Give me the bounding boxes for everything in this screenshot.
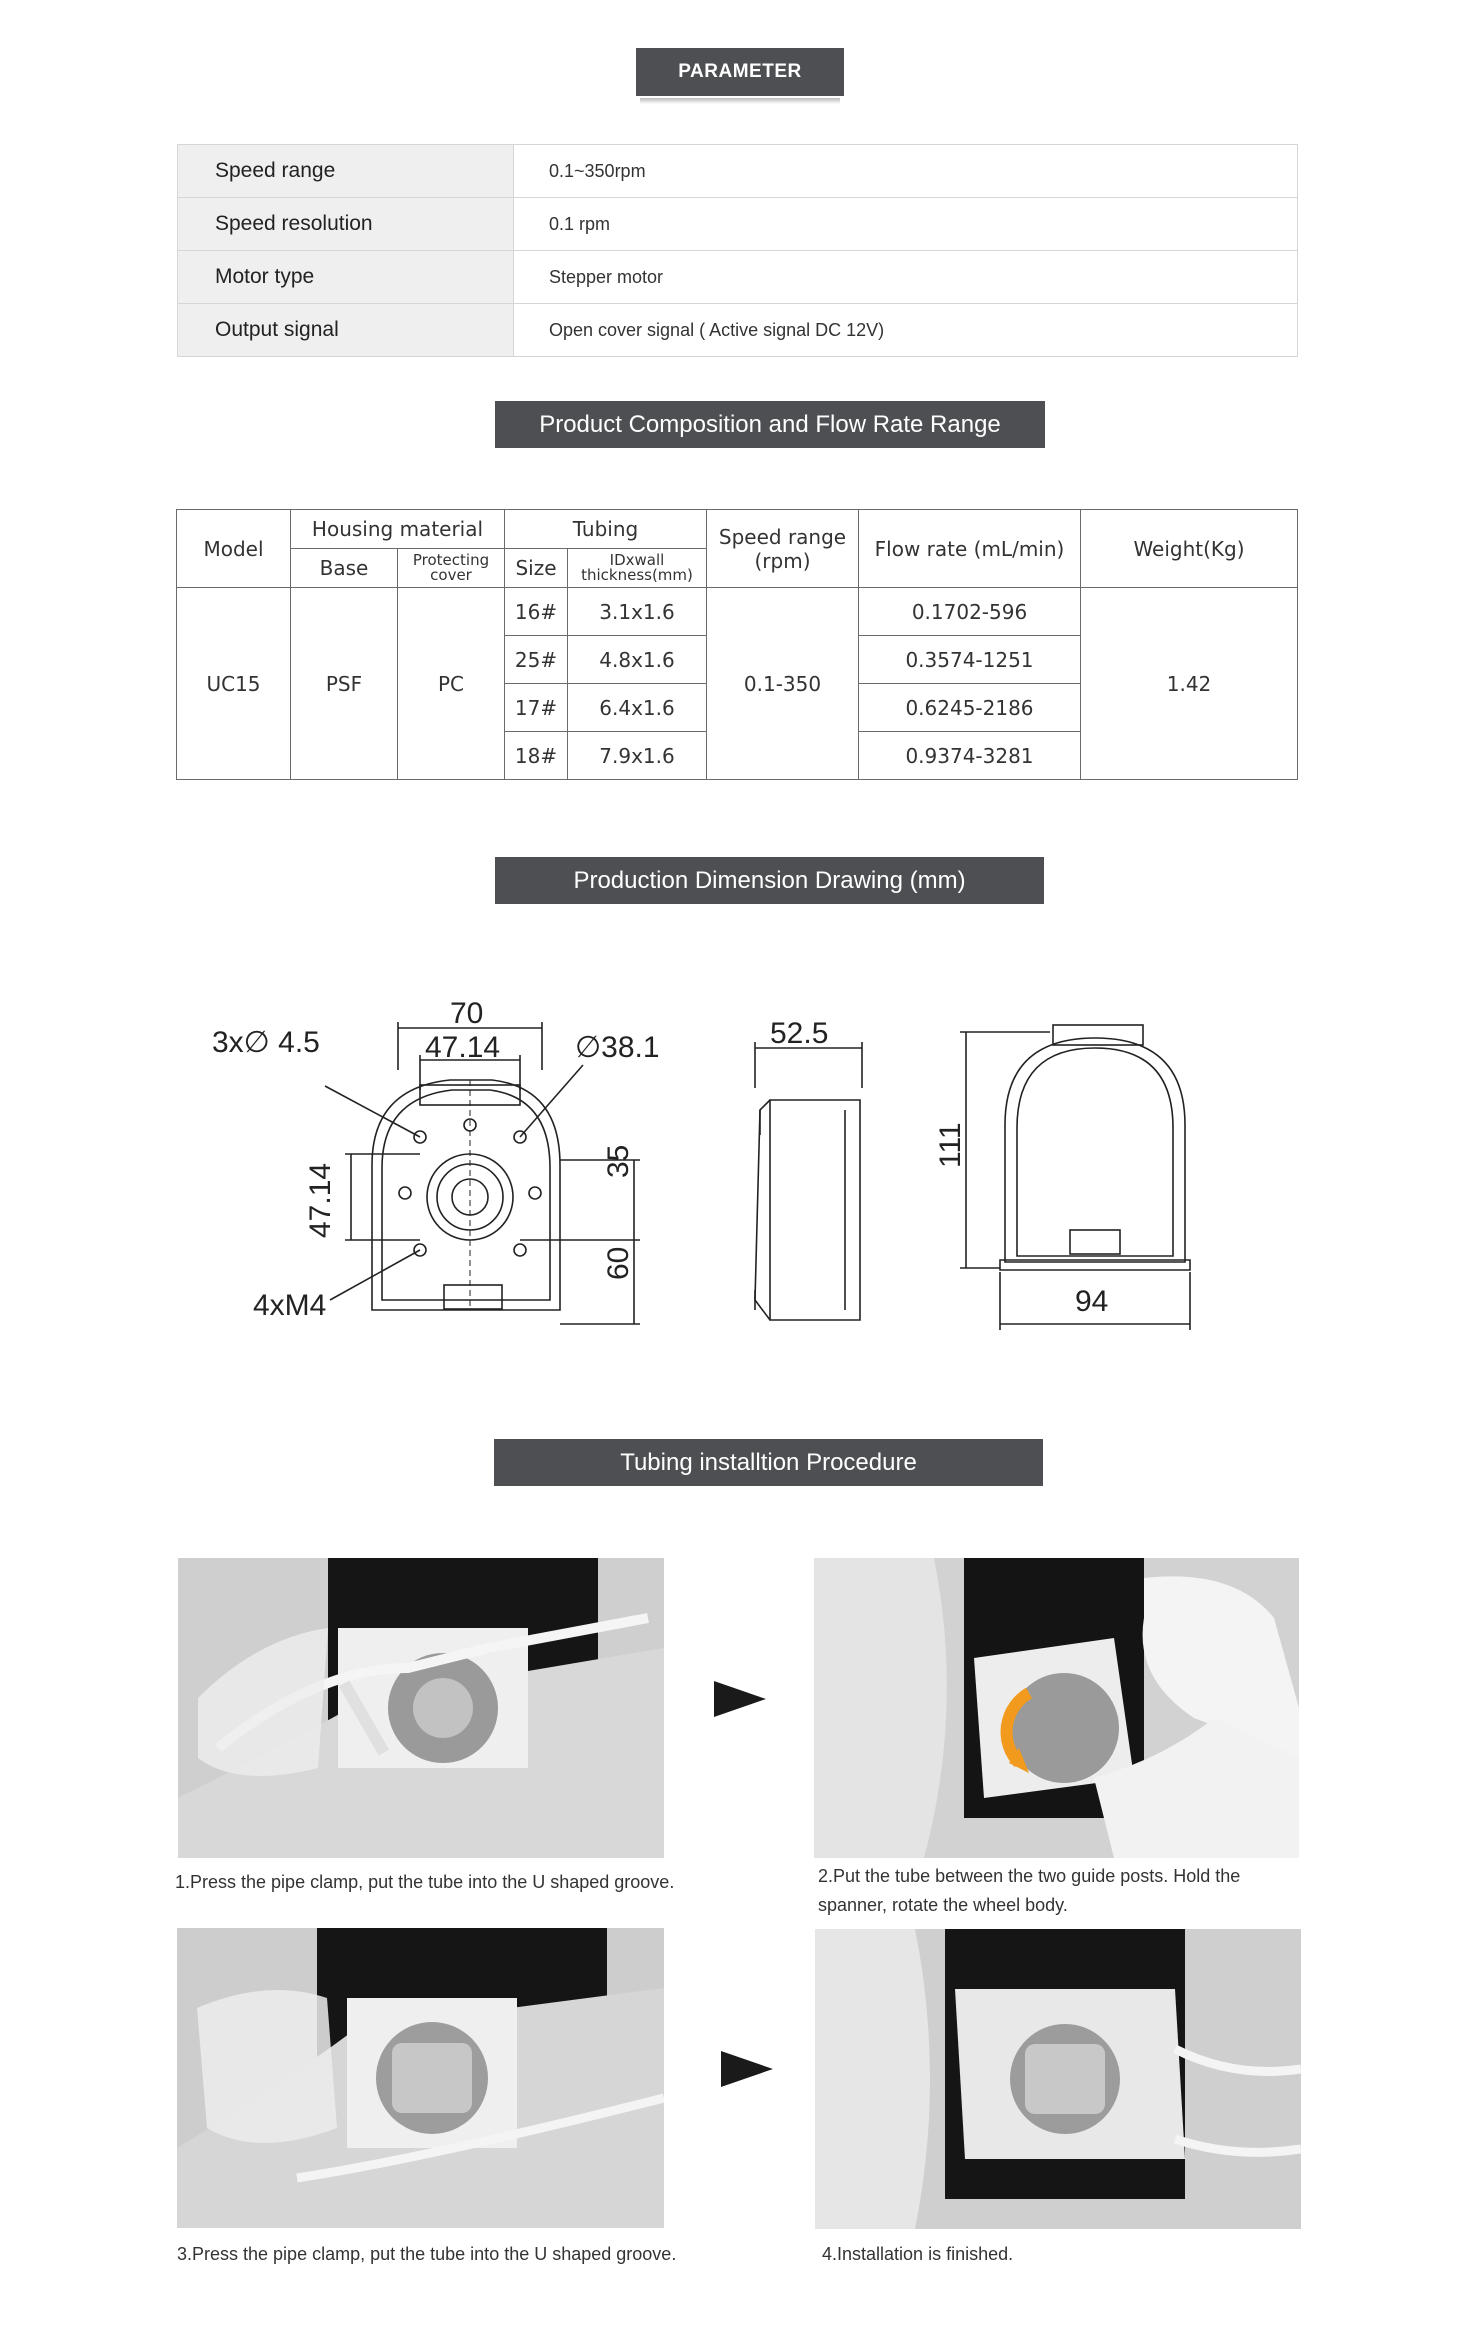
next-arrow-icon xyxy=(714,1681,766,1717)
header-size: Size xyxy=(505,549,568,588)
header-base: Base xyxy=(291,549,398,588)
param-key: Motor type xyxy=(178,251,514,304)
cell-size: 18# xyxy=(505,732,568,780)
label-h35: 35 xyxy=(602,1144,635,1178)
cell-speed: 0.1-350 xyxy=(707,588,859,780)
table-row xyxy=(178,198,1298,251)
header-speed-line2: (rpm) xyxy=(754,548,811,573)
step-1-caption: 1.Press the pipe clamp, put the tube into the U shaped groove. xyxy=(175,1872,675,1892)
cell-idw: 6.4x1.6 xyxy=(568,684,707,732)
label-w70: 70 xyxy=(450,997,484,1030)
cell-flow: 0.6245-2186 xyxy=(859,684,1081,732)
step-2-caption: 2.Put the tube between the two guide posts. Hold the spanner, rotate the wheel body. xyxy=(818,1866,1241,1915)
label-h60: 60 xyxy=(602,1246,635,1280)
parameter-table xyxy=(177,144,1298,357)
next-arrow-icon xyxy=(721,2051,773,2087)
step-1-photo xyxy=(178,1558,664,1858)
header-speed xyxy=(707,510,859,588)
table-row xyxy=(178,145,1298,198)
cell-flow: 0.9374-3281 xyxy=(859,732,1081,780)
label-h111: 111 xyxy=(934,1122,967,1168)
step-3-caption: 3.Press the pipe clamp, put the tube into the U shaped groove. xyxy=(177,2244,677,2264)
param-value: 0.1 rpm xyxy=(514,198,1298,251)
label-m4: 4xM4 xyxy=(253,1289,327,1322)
cell-idw: 4.8x1.6 xyxy=(568,636,707,684)
header-cover-line1: Protecting xyxy=(412,551,490,569)
table-row xyxy=(178,251,1298,304)
dimension-drawing xyxy=(0,960,1484,1340)
banner-shadow xyxy=(640,98,840,104)
param-key: Output signal xyxy=(178,304,514,357)
header-idw xyxy=(568,549,707,588)
step-4-photo xyxy=(815,1929,1301,2229)
label-h4714: 47.14 xyxy=(304,1162,337,1238)
cell-idw: 7.9x1.6 xyxy=(568,732,707,780)
cell-size: 17# xyxy=(505,684,568,732)
composition-heading: Product Composition and Flow Rate Range xyxy=(495,401,1045,448)
label-w4714: 47.14 xyxy=(425,1031,501,1064)
header-speed-line1: Speed range xyxy=(718,524,847,549)
parameter-heading: PARAMETER xyxy=(636,48,844,96)
param-key: Speed range xyxy=(178,145,514,198)
step-4-caption: 4.Installation is finished. xyxy=(822,2244,1014,2264)
header-model: Model xyxy=(177,510,291,588)
dimension-heading: Production Dimension Drawing (mm) xyxy=(495,857,1044,904)
header-weight: Weight(Kg) xyxy=(1081,510,1298,588)
cell-cover: PC xyxy=(398,588,505,780)
procedure-heading: Tubing installtion Procedure xyxy=(494,1439,1043,1486)
table-row xyxy=(177,588,1298,636)
table-row xyxy=(177,510,1298,549)
header-cover xyxy=(398,549,505,588)
header-tubing: Tubing xyxy=(505,510,707,549)
label-dia: ∅38.1 xyxy=(575,1031,660,1064)
table-row xyxy=(178,304,1298,357)
label-d525: 52.5 xyxy=(770,1017,829,1050)
cell-flow: 0.1702-596 xyxy=(859,588,1081,636)
param-value: 0.1~350rpm xyxy=(514,145,1298,198)
cell-base: PSF xyxy=(291,588,398,780)
cell-weight: 1.42 xyxy=(1081,588,1298,780)
header-idw-line1: IDxwall xyxy=(609,551,665,569)
param-value: Stepper motor xyxy=(514,251,1298,304)
step-2-photo xyxy=(814,1558,1299,1858)
cell-flow: 0.3574-1251 xyxy=(859,636,1081,684)
label-holes: 3x∅ 4.5 xyxy=(212,1026,320,1059)
header-idw-line2: thickness(mm) xyxy=(581,566,693,584)
cell-idw: 3.1x1.6 xyxy=(568,588,707,636)
composition-table xyxy=(176,509,1298,780)
label-w94: 94 xyxy=(1075,1285,1109,1318)
cell-size: 25# xyxy=(505,636,568,684)
header-housing: Housing material xyxy=(291,510,505,549)
param-key: Speed resolution xyxy=(178,198,514,251)
header-flow: Flow rate (mL/min) xyxy=(859,510,1081,588)
cell-size: 16# xyxy=(505,588,568,636)
step-3-photo xyxy=(177,1928,664,2228)
cell-model: UC15 xyxy=(177,588,291,780)
header-cover-line2: cover xyxy=(430,566,472,584)
param-value: Open cover signal ( Active signal DC 12V) xyxy=(514,304,1298,357)
